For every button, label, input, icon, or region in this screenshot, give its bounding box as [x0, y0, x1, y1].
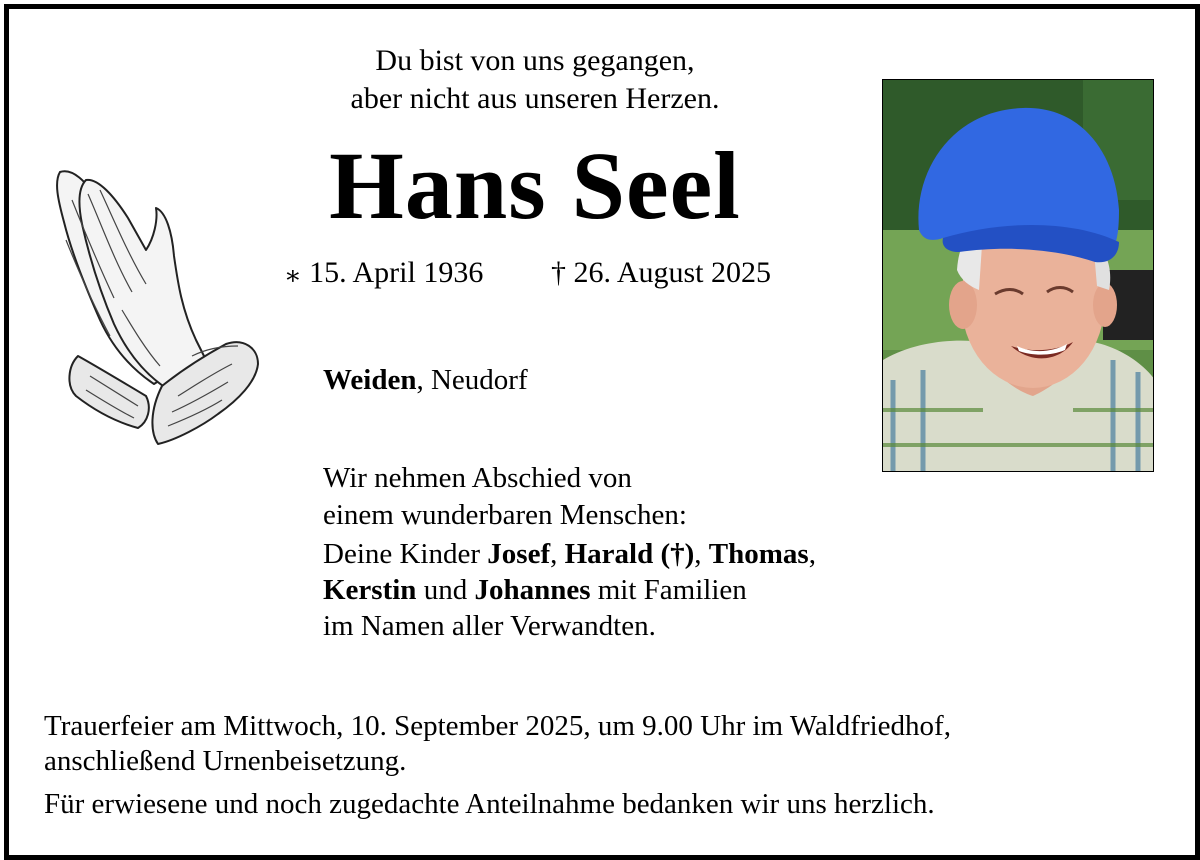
- birth-date: [284, 258, 483, 288]
- mourner-johannes: Johannes: [474, 574, 591, 606]
- farewell-line-2: einem wunderbaren Menschen:: [323, 499, 687, 531]
- mourners-suffix: mit Familien: [590, 574, 747, 606]
- mourner-josef: Josef: [487, 538, 551, 570]
- mourners-sep-2: ,: [694, 538, 709, 570]
- location-city: Weiden: [323, 364, 417, 396]
- intro-line-1: Du bist von uns gegangen,: [375, 44, 695, 77]
- intro-line-2: aber nicht aus unseren Herzen.: [350, 82, 720, 115]
- portrait-photo: [882, 79, 1154, 472]
- mourner-thomas: Thomas: [708, 538, 809, 570]
- mourners-line-2: [323, 576, 747, 605]
- mourner-kerstin: Kerstin: [323, 574, 417, 606]
- mourners-sep-3: ,: [808, 538, 816, 570]
- mourners-prefix: Deine Kinder: [323, 538, 488, 570]
- service-line-1: Trauerfeier am Mittwoch, 10. September 2025, um 9.00 Uhr im Waldfriedhof,: [44, 710, 951, 742]
- mourners-line-3: im Namen aller Verwandten.: [323, 610, 656, 642]
- death-date: [551, 258, 771, 288]
- mourner-harald: Harald (†): [564, 538, 695, 570]
- birth-date-text: 15. April 1936: [309, 256, 484, 289]
- farewell-line-1: Wir nehmen Abschied von: [323, 462, 632, 494]
- birth-symbol: ∗: [284, 261, 302, 290]
- death-date-text: 26. August 2025: [573, 256, 772, 289]
- location: [323, 366, 528, 395]
- deceased-name: Hans Seel: [329, 132, 741, 239]
- praying-hands-icon: [42, 160, 262, 452]
- mourners-line-1: [323, 540, 816, 569]
- mourners-sep-1: ,: [550, 538, 565, 570]
- service-line-2: anschließend Urnenbeisetzung.: [44, 745, 407, 777]
- death-symbol: †: [551, 256, 566, 289]
- location-rest: , Neudorf: [416, 364, 528, 396]
- thanks-line: Für erwiesene und noch zugedachte Anteilnahme bedanken wir uns herzlich.: [44, 788, 935, 820]
- mourners-sep-4: und: [416, 574, 475, 606]
